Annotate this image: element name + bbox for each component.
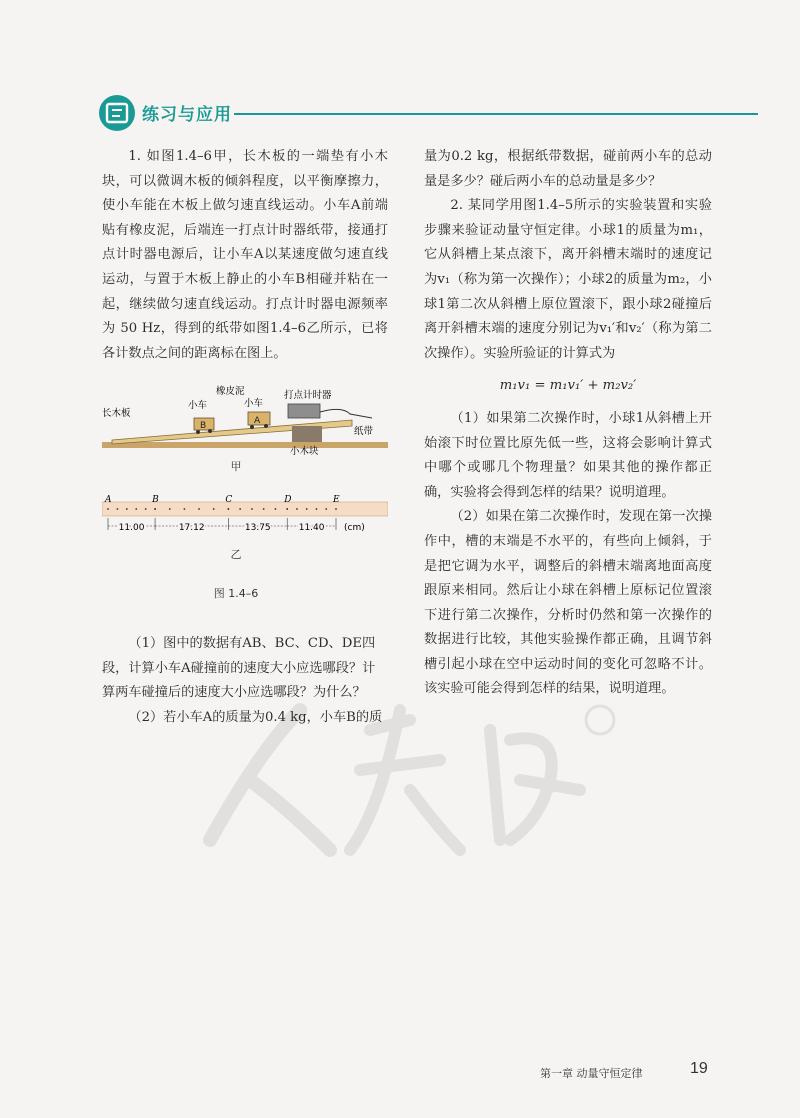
tape-point-B: B: [152, 495, 159, 505]
tape-dot: [145, 508, 147, 510]
tape-point-D: D: [284, 495, 292, 505]
tape-point-A: A: [105, 495, 112, 505]
distance-label: 17.12: [178, 523, 205, 533]
table-surface: [102, 442, 388, 448]
tape-dot: [117, 508, 119, 510]
tape-dot: [239, 508, 241, 510]
tape-dot: [316, 508, 318, 510]
label-car-a: 小车: [244, 398, 264, 409]
page-number: 19: [690, 1060, 708, 1077]
section-title: 练习与应用: [142, 105, 232, 125]
label-board: 长木板: [102, 408, 131, 419]
tape-dot: [275, 508, 277, 510]
label-putty: 橡皮泥: [216, 386, 245, 397]
section-header: [98, 94, 758, 134]
right-column: [424, 145, 712, 702]
tape-point-E: E: [333, 495, 340, 505]
figure-apparatus: [102, 384, 388, 456]
tape-point-C: C: [225, 495, 233, 505]
section-rule: [234, 113, 758, 115]
label-block: 小木块: [290, 446, 319, 456]
problem-1-question-1: （1）图中的数据有AB、BC、CD、DE四段，计算小车A碰撞前的速度大小应选哪段？计算两车碰撞后的速度大小应选哪段？为什么？: [102, 636, 376, 701]
tape-dot: [325, 508, 327, 510]
car-b-mark: B: [200, 421, 207, 431]
figure-caption: 图 1.4–6: [213, 587, 259, 600]
tape-line: [320, 409, 372, 418]
tape-dot: [251, 508, 253, 510]
timer-device: [288, 404, 320, 418]
tape-dot: [154, 508, 156, 510]
figure-label-yi: 乙: [230, 548, 242, 561]
figure-label-jia: 甲: [230, 460, 242, 473]
problem-2-question-2: （2）如果在第二次操作时，发现在第一次操作中，槽的末端是不水平的，有些向上倾斜，于是把它调为水平，调整后的斜槽末端离地面高度跟原来相同。然后让小球在斜槽上原标记位置滚下进行第二次操作，分析时仍然和第一次操作的数据进行比较，其他实验操作都正确，且调节斜槽引起小球在空中运动时间的变化可忽略不计。该实验可能会得到怎样的结果，说明道理。: [424, 509, 712, 697]
figure-tape: [102, 494, 388, 542]
tape-dot: [126, 508, 128, 510]
chapter-footer: 第一章 动量守恒定律: [540, 1067, 643, 1080]
tape-dot: [107, 508, 109, 510]
momentum-formula: m₁v₁ = m₁v₁′ + m₂v₂′: [499, 378, 637, 394]
car-a-mark: A: [254, 416, 261, 426]
tape-dot: [135, 508, 137, 510]
distance-label: 11.40: [298, 523, 325, 533]
exercise-icon: [98, 94, 136, 132]
tape-dot: [183, 508, 185, 510]
left-column: [102, 145, 388, 366]
problem-2-text: 2. 某同学用图1.4–5所示的实验装置和实验步骤来验证动量守恒定律。小球1的质量为m₁，它从斜槽上某点滚下，离开斜槽末端时的速度记为v₁（称为第一次操作）；小球2的质量为m₂，小球1第二次从斜槽上原位置滚下，跟小球2碰撞后离开斜槽末端的速度分别记为v₁′和v₂′（称为第二次操作）。实验所验证的计算式为: [424, 198, 712, 361]
tape-dot: [263, 508, 265, 510]
distance-label: 13.75: [244, 523, 271, 533]
problem-1-question-2: （2）若小车A的质量为0.4 kg，小车B的质: [128, 709, 383, 725]
problem-2-question-1: （1）如果第二次操作时，小球1从斜槽上开始滚下时位置比原先低一些，这将会影响计算式中哪个或哪几个物理量？如果其他的操作都正确，实验将会得到怎样的结果？说明道理。: [424, 410, 712, 500]
problem-1-text: 1. 如图1.4–6甲，长木板的一端垫有小木块，可以微调木板的倾斜程度，以平衡摩擦力，使小车能在木板上做匀速直线运动。小车A前端贴有橡皮泥，后端连一打点计时器纸带，接通打点计时器电源后，让小车A以某速度做匀速直线运动，与置于木板上静止的小车B相碰并粘在一起，继续做匀速直线运动。打点计时器电源频率为 50 Hz，得到的纸带如图1.4–6乙所示，已将各计数点之间的距离标在图上。: [102, 149, 388, 361]
problem-1-continuation: 量为0.2 kg，根据纸带数据，碰前两小车的总动量是多少？碰后两小车的总动量是多少？: [424, 149, 712, 189]
tape-dot: [169, 508, 171, 510]
unit-label: (cm): [344, 523, 365, 533]
label-car-b: 小车: [188, 400, 208, 411]
tape-dot: [213, 508, 215, 510]
small-block: [292, 426, 322, 442]
tape-dot: [296, 508, 298, 510]
tape-dot: [286, 508, 288, 510]
label-tape: 纸带: [354, 426, 374, 437]
distance-label: 11.00: [118, 523, 145, 533]
tape-dot: [227, 508, 229, 510]
tape-dot: [306, 508, 308, 510]
left-questions: [102, 632, 388, 730]
tape-dot: [198, 508, 200, 510]
label-timer: 打点计时器: [284, 390, 332, 401]
tape-dot: [335, 508, 337, 510]
